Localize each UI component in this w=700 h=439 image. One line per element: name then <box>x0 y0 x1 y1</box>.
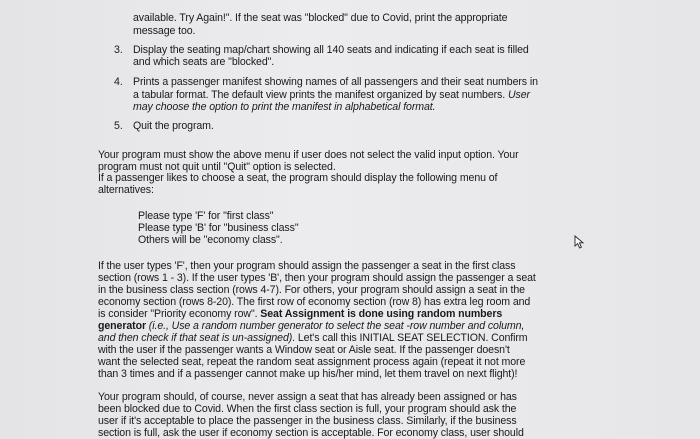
list-item-number: 4. <box>114 76 123 88</box>
list-item-5-line-1: Quit the program. <box>133 120 214 132</box>
assignment-line-6: generator (i.e., Use a random number generator to select the seat -row number and column, <box>98 320 525 332</box>
final-paragraph-line-1: Your program should, of course, never assign a seat that has already been assigned or has <box>98 391 517 403</box>
assignment-line-2: section (rows 1 - 3). If the user types 'B', then your program should assign the passenger a seat <box>98 272 536 284</box>
final-paragraph-line-3: user if it's acceptable to place the passenger in the business class. Similarly, if the business <box>98 415 517 427</box>
class-menu-line-1: Please type 'F' for "first class" <box>138 210 274 222</box>
class-menu-line-2: Please type 'B' for "business class" <box>138 222 299 234</box>
list-item-4-line-1: Prints a passenger manifest showing names of all passengers and their seat numbers in <box>133 76 538 88</box>
list-continuation-line-1: available. Try Again!". If the seat was "blocked" due to Covid, print the appropriate <box>133 12 508 24</box>
list-item-number: 3. <box>114 44 123 56</box>
assignment-line-5: is consider "Priority economy row". Seat Assignment is done using random numbers <box>98 308 503 320</box>
list-item-4-line-2: a tabular format. The default view prints the manifest organized by seat numbers. User <box>133 89 530 101</box>
class-menu-line-3: Others will be "economy class". <box>138 234 283 246</box>
assignment-line-3: in the business class section (rows 4-7). For others, your program should assign a seat in the <box>98 284 525 296</box>
menu-paragraph-line-4: alternatives: <box>98 184 154 196</box>
list-item-3-line-2: and which seats are "blocked". <box>133 56 275 68</box>
assignment-line-9: want the selected seat, repeat the random seat assignment process again (repeat it not more <box>98 356 526 368</box>
assignment-line-4: economy section (rows 8-20). The first row of economy section (row 8) has extra leg room and <box>98 296 531 308</box>
assignment-line-10: than 3 times and if a passenger cannot make up his/her mind, let them travel on next flight)! <box>98 368 518 380</box>
assignment-line-7: and then check if that seat is un-assigned). Let's call this INITIAL SEAT SELECTION. Confirm <box>98 332 528 344</box>
list-item-3-line-1: Display the seating map/chart showing all 140 seats and indicating if each seat is filled <box>133 44 529 56</box>
mouse-pointer-icon <box>574 235 586 249</box>
assignment-line-8: with the user if the passenger wants a Window seat or Aisle seat. If the passenger doesn't <box>98 344 510 356</box>
menu-paragraph-line-3: If a passenger likes to choose a seat, the program should display the following menu of <box>98 172 498 184</box>
list-continuation-line-2: message too. <box>133 25 196 37</box>
final-paragraph-line-4: section is full, ask the user if economy section is acceptable. For economy class, user should <box>98 427 524 439</box>
final-paragraph-line-2: been blocked due to Covid. When the first class section is full, your program should ask the <box>98 403 517 415</box>
assignment-line-1: If the user types 'F', then your program should assign the passenger a seat in the first class <box>98 260 516 272</box>
menu-paragraph-line-2: program must not quit until "Quit" option is selected. <box>98 161 336 173</box>
list-item-number: 5. <box>114 120 123 132</box>
menu-paragraph-line-1: Your program must show the above menu if user does not select the valid input option. Your <box>98 149 519 161</box>
list-item-4-line-3: may choose the option to print the manifest in alphabetical format. <box>133 101 436 113</box>
